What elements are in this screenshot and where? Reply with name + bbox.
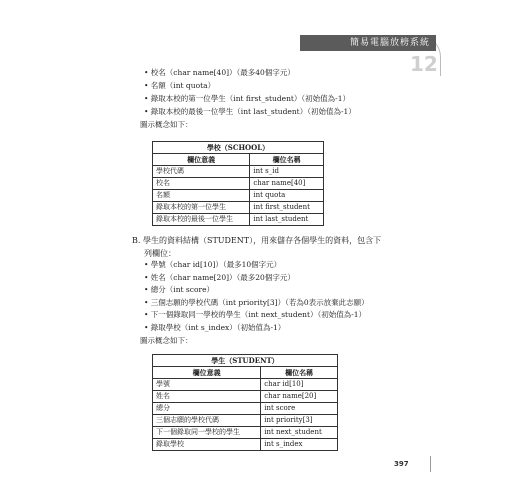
table-row: [153, 391, 338, 403]
list-item: • 總分（int score）: [144, 285, 215, 295]
school-field-list: [140, 66, 434, 131]
chapter-number: 12: [410, 52, 438, 76]
table-row: [153, 403, 338, 415]
table-cell: int s_id: [250, 166, 324, 178]
table-cell: char name[20]: [261, 391, 338, 403]
table-row: [153, 427, 338, 439]
table-cell: int next_student: [261, 427, 338, 439]
table-cell: int quota: [250, 190, 324, 202]
table-cell: int priority[3]: [261, 415, 338, 427]
student-section-heading: [132, 234, 432, 260]
chapter-title-banner: 簡易電腦放榜系統: [300, 35, 436, 51]
table-row: [153, 190, 324, 202]
list-item: • 三個志願的學校代碼（int priority[3]）（若為0表示放棄此志願）: [144, 297, 369, 307]
list-item: • 校名（char name[40]）（最多40個字元）: [144, 68, 295, 77]
table-cell: 名額: [153, 190, 250, 202]
list-item: • 學號（char id[10]）（最多10個字元）: [144, 260, 282, 269]
column-header: 欄位意義: [153, 367, 261, 379]
list-item: • 名額（int quota）: [144, 81, 216, 90]
table-cell: int first_student: [250, 202, 324, 214]
figure-caption: 圖示概念如下：: [140, 120, 193, 129]
table-cell: 錄取本校的第一位學生: [153, 202, 250, 214]
table-cell: 三個志願的學校代碼: [153, 415, 261, 427]
list-item: • 錄取本校的最後一位學生（int last_student）（初始值為-1）: [144, 107, 356, 116]
table-row: [153, 439, 338, 451]
section-heading: B. 學生的資料結構（STUDENT），用來儲存各個學生的資料，包含下: [132, 236, 382, 245]
table-cell: int s_index: [261, 439, 338, 451]
page-number: 397: [394, 460, 409, 468]
page-number-rule: [430, 456, 431, 472]
table-cell: 學號: [153, 379, 261, 391]
student-table: [152, 354, 338, 451]
table-row: [153, 379, 338, 391]
table-row: [153, 415, 338, 427]
table-cell: char id[10]: [261, 379, 338, 391]
list-item: • 姓名（char name[20]）（最多20個字元）: [144, 272, 295, 282]
table-row: [153, 166, 324, 178]
column-header: 欄位名稱: [250, 154, 324, 166]
list-item: • 下一個錄取同一學校的學生（int next_student）（初始值為-1）: [144, 310, 367, 320]
table-row: [153, 178, 324, 190]
table-cell: 下一個錄取同一學校的學生: [153, 427, 261, 439]
column-header: 欄位意義: [153, 154, 250, 166]
table-row: [153, 214, 324, 226]
table-cell: 錄取本校的最後一位學生: [153, 214, 250, 226]
table-cell: 姓名: [153, 391, 261, 403]
table-cell: 校名: [153, 178, 250, 190]
table-cell: char name[40]: [250, 178, 324, 190]
table-cell: 學校代碼: [153, 166, 250, 178]
figure-caption: 圖示概念如下：: [140, 335, 193, 345]
student-field-list: [140, 259, 444, 347]
table-cell: int last_student: [250, 214, 324, 226]
list-item: • 錄取本校的第一位學生（int first_student）（初始值為-1）: [144, 94, 350, 103]
table-row: [153, 202, 324, 214]
list-item: • 錄取學校（int s_index）（初始值為-1）: [144, 322, 286, 332]
school-table: [152, 141, 324, 226]
table-cell: 總分: [153, 403, 261, 415]
section-heading-continued: 列欄位：: [144, 249, 176, 258]
column-header: 欄位名稱: [261, 367, 338, 379]
table-title: 學生（STUDENT）: [153, 355, 338, 367]
table-cell: 錄取學校: [153, 439, 261, 451]
table-title: 學校（SCHOOL）: [153, 142, 324, 154]
table-cell: int score: [261, 403, 338, 415]
